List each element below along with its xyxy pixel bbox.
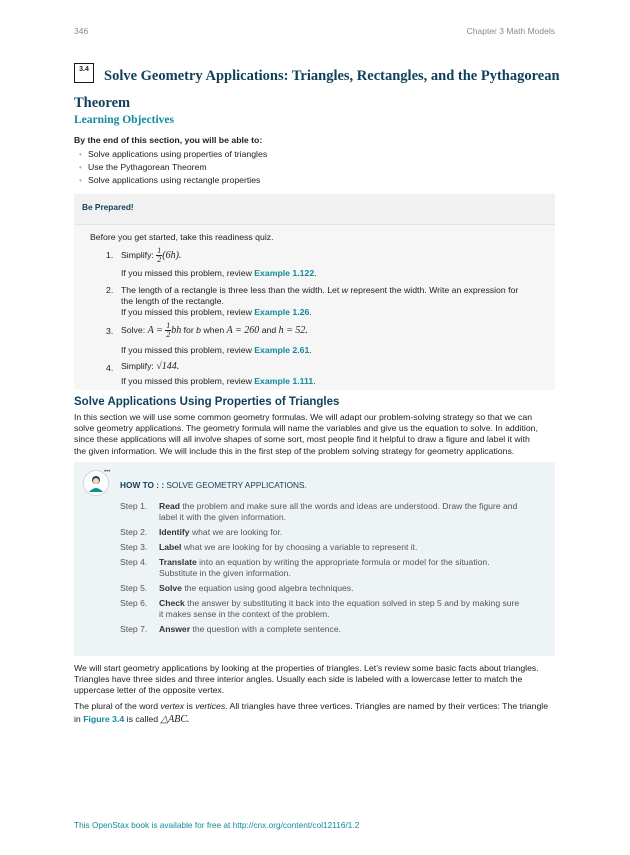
step-text: Answer the question with a complete sentence. bbox=[159, 624, 342, 634]
objectives-list bbox=[74, 148, 267, 187]
step-text: Solve the equation using good algebra techniques. bbox=[159, 583, 354, 593]
quiz-q3: Solve: A = $\frac{1}{2}$ bh for b when A = 260 and h = 52. bbox=[121, 321, 308, 340]
figure-link[interactable]: Figure 3.4 bbox=[83, 714, 125, 724]
vertices-paragraph: The plural of the word vertex is vertices. All triangles have three vertices. Triangles are named by their vertices: The triangle in Figure 3.4 is called △ABC. bbox=[74, 701, 549, 725]
quiz-q4: Simplify: √144. bbox=[121, 361, 180, 372]
step-number: Step 2. bbox=[120, 527, 148, 537]
example-link[interactable]: Example 2.61 bbox=[254, 345, 310, 355]
howto-title: HOW TO : : SOLVE GEOMETRY APPLICATIONS. bbox=[120, 480, 307, 490]
list-item: • Solve applications using rectangle properties bbox=[74, 174, 267, 187]
quiz-q1: Simplify: $\frac{1}{2}$ (6h). bbox=[121, 246, 182, 265]
step-number: Step 1. bbox=[120, 501, 148, 511]
section-number-box: 3.4 bbox=[74, 63, 94, 83]
example-link[interactable]: Example 1.26 bbox=[254, 307, 310, 318]
quiz-q2-num: 2. bbox=[106, 285, 114, 295]
section-title-line2: Theorem bbox=[74, 95, 131, 111]
step-number: Step 6. bbox=[120, 598, 148, 608]
step-text: Check the answer by substituting it back into the equation solved in step 5 and by making sure it makes sense in the context of the problem. bbox=[159, 598, 520, 619]
step-text: Identify what we are looking for. bbox=[159, 527, 283, 537]
example-link[interactable]: Example 1.122 bbox=[254, 268, 315, 278]
quiz-q3-review: If you missed this problem, review Example 2.61. bbox=[121, 345, 312, 355]
section-paragraph: In this section we will use some common geometry formulas. We will adapt our problem-solving strategy so that we can solve geometry applications. The geometry formula will name the variables and give us the equation to solve. In addition, since these applications will all involve shapes of some sort, most people find it helpful to draw a figure and label it with the given information. We will include this in the first step of the problem solving strategy for geometry applications. bbox=[74, 412, 538, 456]
be-prepared-header bbox=[74, 194, 555, 225]
objectives-intro: By the end of this section, you will be able to: bbox=[74, 135, 263, 145]
be-prepared-title: Be Prepared! bbox=[82, 202, 134, 212]
learning-objectives-heading: Learning Objectives bbox=[74, 114, 174, 126]
quiz-q4-num: 4. bbox=[106, 363, 114, 373]
step-number: Step 7. bbox=[120, 624, 148, 634]
fraction-half: $\frac{1}{2}$ bbox=[166, 321, 171, 340]
fraction-half: $\frac{1}{2}$ bbox=[157, 246, 162, 265]
section-title: Solve Geometry Applications: Triangles, Rectangles, and the Pythagorean bbox=[104, 68, 560, 84]
quiz-q1-review: If you missed this problem, review Example 1.122. bbox=[121, 268, 317, 278]
page-number: 346 bbox=[74, 26, 89, 36]
step-text: Label what we are looking for by choosing a variable to represent it. bbox=[159, 542, 418, 552]
step-number: Step 3. bbox=[120, 542, 148, 552]
list-item: • Use the Pythagorean Theorem bbox=[74, 161, 267, 174]
footer-text: This OpenStax book is available for free at http://cnx.org/content/col12116/1.2 bbox=[74, 820, 360, 830]
speech-dots-icon: ••• bbox=[104, 469, 111, 475]
quiz-q1-num: 1. bbox=[106, 250, 114, 260]
quiz-q2: The length of a rectangle is three less than the width. Let w represent the width. Write an expression for the length of the rectangle. If you missed this problem, review Example 1.26. bbox=[121, 285, 519, 318]
step-text: Read the problem and make sure all the words and ideas are understood. Draw the figure and label it with the given information. bbox=[159, 501, 518, 522]
step-number: Step 5. bbox=[120, 583, 148, 593]
section-heading: Solve Applications Using Properties of Triangles bbox=[74, 396, 340, 408]
quiz-intro: Before you get started, take this readiness quiz. bbox=[90, 232, 274, 242]
quiz-q3-num: 3. bbox=[106, 326, 114, 336]
quiz-q4-review: If you missed this problem, review Example 1.111. bbox=[121, 376, 316, 386]
step-number: Step 4. bbox=[120, 557, 148, 567]
step-text: Translate into an equation by writing the appropriate formula or model for the situation. Substitute in the given information. bbox=[159, 557, 490, 578]
chapter-header: Chapter 3 Math Models bbox=[466, 26, 555, 36]
triangle-paragraph: We will start geometry applications by looking at the properties of triangles. Let’s review some basic facts about triangles. Triangles have three sides and three interior angles. Usually each side is labeled with a lowercase letter to match the uppercase letter of the opposite vertex. bbox=[74, 663, 539, 696]
list-item: • Solve applications using properties of triangles bbox=[74, 148, 267, 161]
example-link[interactable]: Example 1.111 bbox=[254, 376, 314, 386]
